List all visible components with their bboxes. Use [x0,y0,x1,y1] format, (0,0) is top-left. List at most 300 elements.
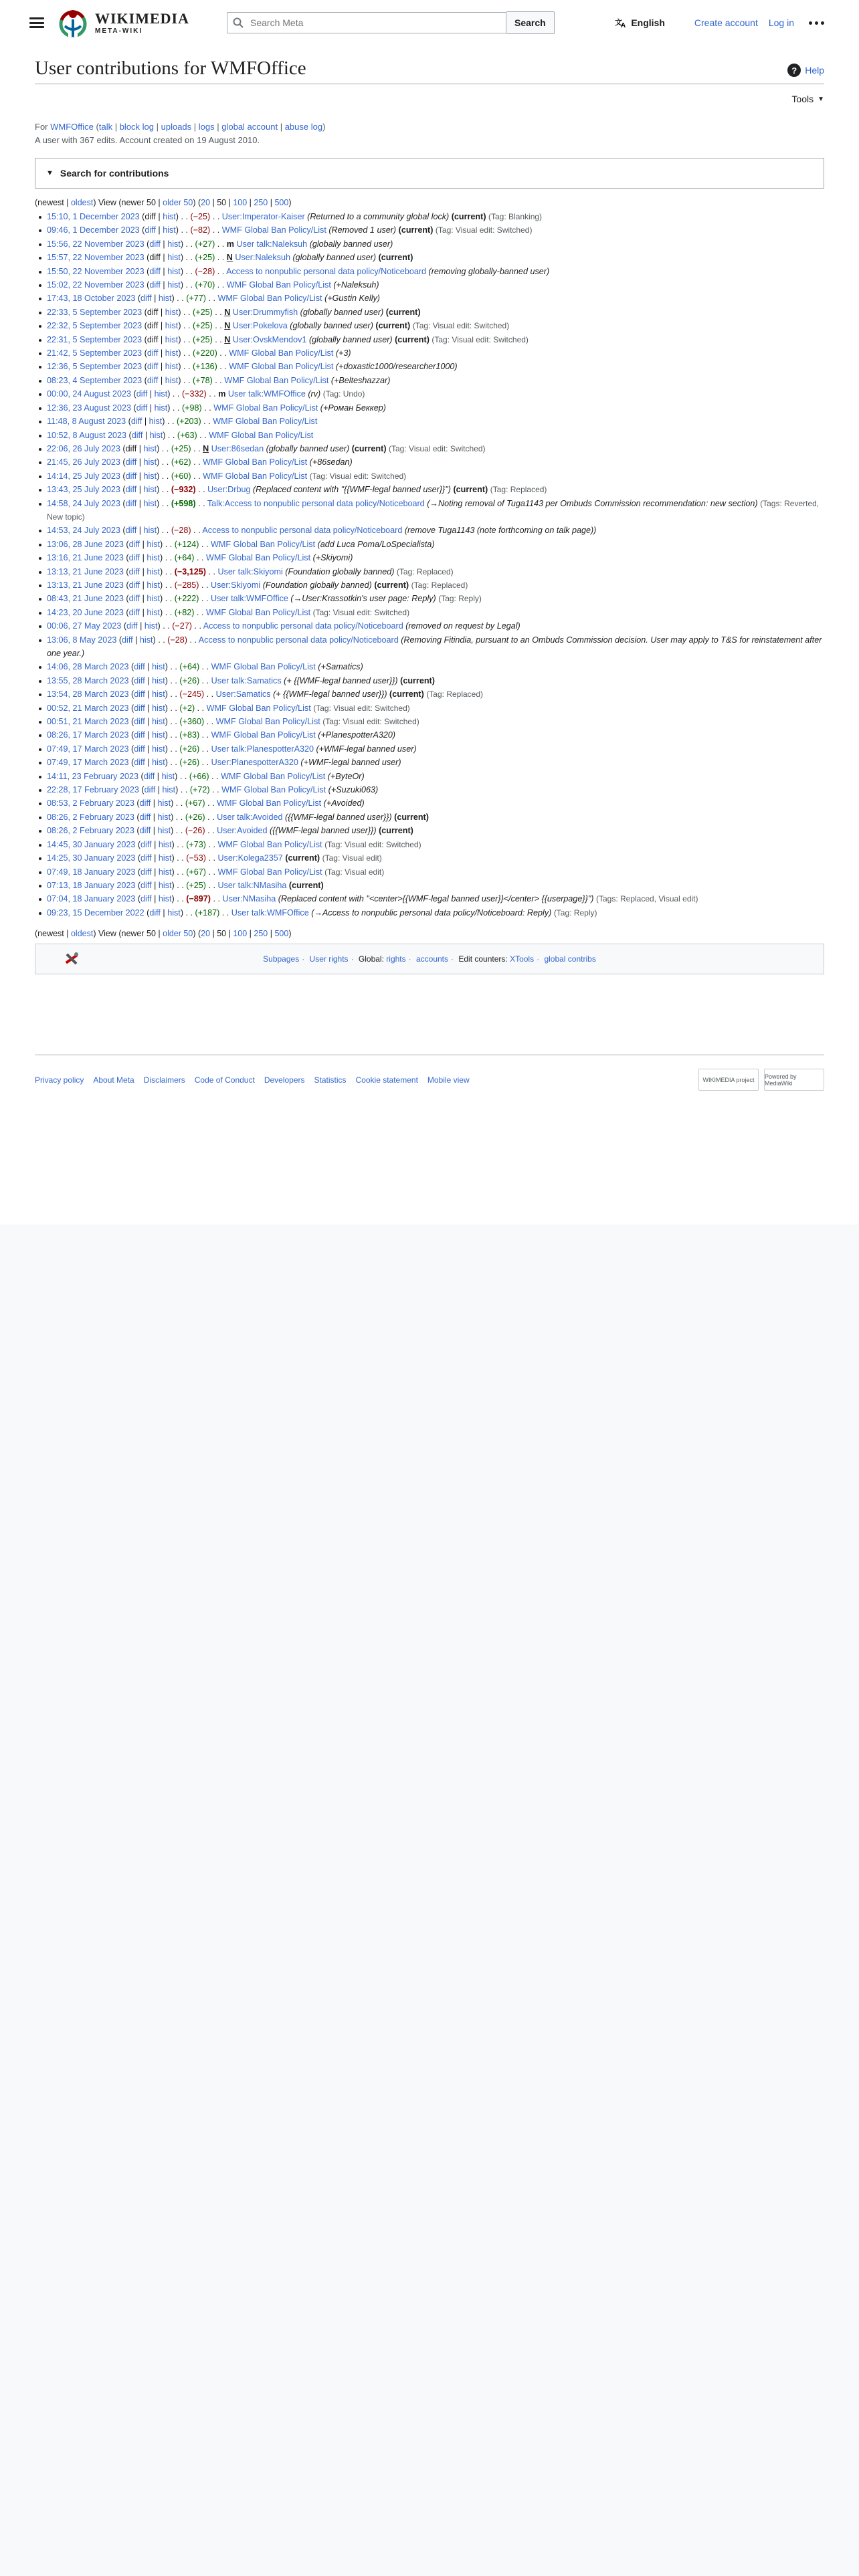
search-input[interactable] [249,17,500,29]
diff-link[interactable]: diff [125,457,137,467]
older-link[interactable]: older 50 [163,198,193,207]
page-link[interactable]: User:86sedan [211,443,264,453]
edit-summary: (Removed 1 user) [328,225,397,235]
page-link[interactable]: WMF Global Ban Policy/List [221,225,326,235]
diff-link[interactable]: diff [125,485,137,495]
edit-summary: (Foundation globally banned) [285,566,395,576]
diff-link[interactable]: diff [134,703,145,713]
diff-label: diff [149,253,161,263]
diff-link[interactable]: diff [134,717,145,727]
contribution-item: 08:53, 2 February 2023 (diff | hist) . . (+67) . . WMF Global Ban Policy/List (+Avoided) [39,796,824,810]
user-tool-link[interactable]: uploads [161,122,192,132]
user-info: A user with 367 edits. Account created on 19 August 2010. [35,135,260,145]
contribution-item: 13:13, 21 June 2023 (diff | hist) . . (−3,125) . . User talk:Skiyomi (Foundation globally banned) (Tag: Replaced) [39,565,824,578]
contribution-timestamp[interactable]: 13:13, 21 June 2023 [47,566,124,576]
current-label: (current) [374,580,409,590]
edit-summary: (→Access to nonpublic personal data policy/Noticeboard: Reply) [311,907,552,918]
contribution-item: 07:49, 17 March 2023 (diff | hist) . . (+26) . . User:PlanespotterA320 (+WMF-legal banned user) [39,756,824,769]
size-change: (+64) [179,662,200,672]
user-tool-link[interactable]: block log [119,122,155,132]
diff-link[interactable]: diff [147,362,159,372]
contribution-timestamp[interactable]: 00:52, 21 March 2023 [47,703,129,713]
page-link[interactable]: User:OvskMendov1 [232,334,307,344]
page-link[interactable]: User talk:PlanespotterA320 [211,744,314,754]
hist-link[interactable]: hist [149,430,163,440]
footer-link[interactable]: Disclaimers [143,1075,185,1085]
hist-link[interactable]: hist [147,539,161,549]
hist-link[interactable]: hist [143,526,157,536]
contribution-timestamp[interactable]: 14:11, 23 February 2023 [47,771,138,781]
contribution-timestamp[interactable]: 13:43, 25 July 2023 [47,485,120,495]
diff-link[interactable]: diff [134,675,145,685]
footer-link[interactable]: Statistics [314,1075,347,1085]
hist-link[interactable]: hist [165,348,179,358]
diff-link[interactable]: diff [128,566,140,576]
diff-link[interactable]: diff [128,553,140,563]
page-link[interactable]: WMF Global Ban Policy/List [217,798,322,809]
contribution-timestamp[interactable]: 07:49, 17 March 2023 [47,758,129,768]
hist-link[interactable]: hist [152,717,165,727]
edit-summary: (Returned to a community global lock) [307,212,450,221]
size-change: (+67) [186,867,206,877]
diff-link[interactable]: diff [140,294,152,304]
limit-option[interactable]: 500 [274,198,289,207]
hist-link[interactable]: hist [154,389,168,399]
page-link[interactable]: WMF Global Ban Policy/List [206,607,311,617]
contribution-timestamp[interactable]: 15:57, 22 November 2023 [47,253,145,263]
hist-link[interactable]: hist [167,239,181,249]
contribution-timestamp[interactable]: 12:36, 5 September 2023 [47,362,142,372]
contribution-item: 13:54, 28 March 2023 (diff | hist) . . (−245) . . User:Samatics (+ {{WMF-legal banned user}}) (current) (Tag: Replaced) [39,687,824,701]
current-label: (current) [389,689,424,700]
global-contribs-link[interactable]: global contribs [544,954,596,964]
contribution-timestamp[interactable]: 21:45, 26 July 2023 [47,457,120,467]
accounts-link[interactable]: accounts [415,954,448,964]
edit-tags: (Tag: Visual edit: Switched) [312,607,410,617]
diff-link[interactable]: diff [130,417,142,427]
contribution-timestamp[interactable]: 22:28, 17 February 2023 [47,785,139,795]
subpages-link[interactable]: Subpages [263,954,300,964]
diff-link[interactable]: diff [134,689,145,700]
page-link[interactable]: User:PlanespotterA320 [211,758,298,768]
diff-link[interactable]: diff [128,539,140,549]
tools-menu[interactable] [791,94,824,104]
page-link[interactable]: WMF Global Ban Policy/List [224,375,329,385]
diff-link[interactable]: diff [140,839,152,849]
limit-option[interactable]: 20 [201,198,211,207]
contribution-item: 08:26, 2 February 2023 (diff | hist) . . (+26) . . User talk:Avoided ({{WMF-legal banned user}}) (current) [39,811,824,824]
global-rights-link[interactable]: rights [386,954,406,964]
contribution-timestamp[interactable]: 08:43, 21 June 2023 [47,594,124,604]
hist-link[interactable]: hist [147,580,161,590]
contribution-timestamp[interactable]: 13:06, 8 May 2023 [47,635,117,645]
diff-link[interactable]: diff [125,471,137,481]
hist-link[interactable]: hist [147,566,161,576]
user-rights-link[interactable]: User rights [309,954,349,964]
page-link[interactable]: User:Skiyomi [211,580,261,590]
edit-summary: ({{WMF-legal banned user}}) [285,812,392,822]
diff-link[interactable]: diff [136,389,148,399]
page-link[interactable]: WMF Global Ban Policy/List [217,294,322,304]
hist-link[interactable]: hist [165,307,179,317]
limit-option[interactable]: 500 [274,929,289,939]
diff-link[interactable]: diff [147,348,159,358]
contribution-timestamp[interactable]: 09:46, 1 December 2023 [47,225,140,235]
help-link[interactable] [787,64,824,77]
contribution-timestamp[interactable]: 07:13, 18 January 2023 [47,880,136,890]
hist-link[interactable]: hist [158,839,172,849]
hist-link[interactable]: hist [152,675,165,685]
edit-summary: (→User:Krassotkin's user page: Reply) [290,594,436,604]
contribution-timestamp[interactable]: 15:02, 22 November 2023 [47,280,145,290]
diff-link[interactable]: diff [128,607,140,617]
contributions-footer: Subpages · User rights · Global: rights · accounts · Edit counters: XTools · global contribs [35,944,824,974]
page-link[interactable]: WMF Global Ban Policy/List [206,553,311,563]
contribution-timestamp[interactable]: 21:42, 5 September 2023 [47,348,142,358]
search-contributions-toggle[interactable] [35,158,824,189]
footer-link[interactable]: Privacy policy [35,1075,84,1085]
limit-option[interactable]: 250 [254,929,268,939]
diff-link[interactable]: diff [140,853,152,863]
edit-summary: ({{WMF-legal banned user}}) [269,826,377,836]
hist-link[interactable]: hist [158,880,172,890]
diff-link[interactable]: diff [149,280,161,290]
diff-link[interactable]: diff [134,758,145,768]
powered-by-mediawiki-badge[interactable]: Powered by MediaWiki [764,1069,824,1091]
hist-link[interactable]: hist [162,785,176,795]
main-menu-icon[interactable] [29,17,44,28]
diff-link[interactable]: diff [143,771,155,781]
page-link[interactable]: WMF Global Ban Policy/List [206,703,311,713]
size-change: (+67) [185,798,205,809]
diff-link[interactable]: diff [134,730,145,740]
hist-link[interactable]: hist [147,594,161,604]
search-contributions-label: Search for contributions [60,168,169,179]
page-link[interactable]: WMF Global Ban Policy/List [229,348,334,358]
contribution-timestamp[interactable]: 13:13, 21 June 2023 [47,580,124,590]
page-link[interactable]: WMF Global Ban Policy/List [226,280,331,290]
contribution-timestamp[interactable]: 07:49, 17 March 2023 [47,744,129,754]
limit-option[interactable]: 20 [201,929,211,939]
create-account-link[interactable]: Create account [694,17,758,28]
user-link[interactable]: WMFOffice [50,122,94,132]
page-link[interactable]: WMF Global Ban Policy/List [229,362,334,372]
oldest-link[interactable]: oldest [70,198,94,207]
page-link[interactable]: WMF Global Ban Policy/List [213,403,318,413]
hist-link[interactable]: hist [167,266,181,276]
page-link[interactable]: User:Pokelova [232,321,288,331]
page-link[interactable]: Talk:Access to nonpublic personal data policy/Noticeboard [207,498,425,508]
page-link[interactable]: Access to nonpublic personal data policy/Noticeboard [202,526,403,536]
page-link[interactable]: Access to nonpublic personal data policy/Noticeboard [198,635,399,645]
hist-link[interactable]: hist [154,403,168,413]
contribution-timestamp[interactable]: 13:16, 21 June 2023 [47,553,124,563]
limit-option[interactable]: 250 [254,198,268,207]
contribution-timestamp[interactable]: 00:51, 21 March 2023 [47,717,129,727]
hist-link[interactable]: hist [143,498,157,508]
edit-summary: (Removing Fitindia, pursuant to an Ombuds Commission decision. User may apply to T&S for reinstatement after one year.) [47,635,822,658]
page-link[interactable]: User:Avoided [217,826,268,836]
contribution-timestamp[interactable]: 22:33, 5 September 2023 [47,307,142,317]
help-label[interactable]: Help [805,65,824,76]
contribution-timestamp[interactable]: 08:23, 4 September 2023 [47,375,142,385]
contribution-item: 13:55, 28 March 2023 (diff | hist) . . (+26) . . User talk:Samatics (+ {{WMF-legal banned user}}) (current) [39,674,824,687]
page-link[interactable]: Access to nonpublic personal data policy/Noticeboard [203,621,403,631]
contribution-timestamp[interactable]: 08:26, 17 March 2023 [47,730,129,740]
diff-link[interactable]: diff [128,594,140,604]
hist-link[interactable]: hist [163,212,176,221]
hist-link[interactable]: hist [158,867,172,877]
edit-summary: (+Роман Беккер) [320,403,386,413]
contribution-timestamp[interactable]: 15:10, 1 December 2023 [47,212,140,221]
diff-link[interactable]: diff [139,812,151,822]
hist-link[interactable]: hist [149,417,163,427]
contribution-timestamp[interactable]: 22:06, 26 July 2023 [47,443,120,453]
diff-link[interactable]: diff [125,498,137,508]
diff-link[interactable]: diff [140,880,152,890]
hist-link[interactable]: hist [144,621,158,631]
contribution-timestamp[interactable]: 22:31, 5 September 2023 [47,334,142,344]
page-link[interactable]: User:Kolega2357 [217,853,283,863]
page-link[interactable]: User talk:Naleksuh [236,239,308,249]
page-link[interactable]: User:Samatics [215,689,271,700]
wikimedia-project-badge[interactable]: WIKIMEDIA project [698,1069,759,1091]
contribution-timestamp[interactable]: 13:06, 28 June 2023 [47,539,124,549]
edit-summary: (+doxastic1000/researcher1000) [335,362,458,372]
hist-link[interactable]: hist [161,771,175,781]
hist-link[interactable]: hist [158,294,172,304]
diff-link[interactable]: diff [122,635,133,645]
footer-link[interactable]: About Meta [93,1075,134,1085]
contribution-timestamp[interactable]: 09:23, 15 December 2022 [47,907,145,918]
site-logo[interactable] [56,6,189,39]
contribution-timestamp[interactable]: 13:55, 28 March 2023 [47,675,129,685]
hist-link[interactable]: hist [165,362,179,372]
contribution-item: 14:06, 28 March 2023 (diff | hist) . . (+64) . . WMF Global Ban Policy/List (+Samatics) [39,660,824,673]
diff-link[interactable]: diff [128,580,140,590]
contribution-item: 15:56, 22 November 2023 (diff | hist) . . (+27) . . m User talk:Naleksuh (globally banned user) [39,237,824,251]
page-link[interactable]: User:Naleksuh [235,253,290,263]
edit-summary: (→Noting removal of Tuga1143 per Ombuds Commission recommendation: new section) [427,498,758,508]
wikimedia-logo-icon [56,6,90,39]
hist-link[interactable]: hist [143,457,157,467]
language-selector[interactable] [615,17,665,28]
hist-link[interactable]: hist [157,812,171,822]
diff-link[interactable]: diff [134,662,145,672]
hist-link[interactable]: hist [158,853,172,863]
page-link[interactable]: User:Drummyfish [232,307,298,317]
contribution-timestamp[interactable]: 14:25, 30 January 2023 [47,853,136,863]
edit-tags: (Tag: Visual edit: Switched) [435,225,533,235]
edit-summary: (removing globally-banned user) [428,266,550,276]
contribution-timestamp[interactable]: 17:43, 18 October 2023 [47,294,136,304]
contribution-item: 07:04, 18 January 2023 (diff | hist) . . (−897) . . User:NMasiha (Replaced content with "<center>{{WMF-legal banned user}}</center> {{userpage}}") (Tags: Replaced, Visual edit) [39,892,824,905]
edit-summary: (+PlanespotterA320) [318,730,396,740]
page-link[interactable]: User talk:WMFOffice [211,594,288,604]
more-options-icon[interactable] [809,21,824,25]
user-tool-link[interactable]: talk [98,122,113,132]
edit-summary: (removed on request by Legal) [405,621,520,631]
diff-link[interactable]: diff [125,526,137,536]
footer-link[interactable]: Cookie statement [355,1075,418,1085]
size-change: (+25) [193,321,213,331]
contribution-timestamp[interactable]: 08:53, 2 February 2023 [47,798,134,809]
footer-link[interactable]: Code of Conduct [194,1075,255,1085]
log-in-link[interactable]: Log in [768,17,794,28]
logo-title: WIKIMEDIA [95,9,190,27]
contribution-timestamp[interactable]: 12:36, 23 August 2023 [47,403,132,413]
page-link[interactable]: User talk:NMasiha [217,880,287,890]
edit-summary: (rv) [308,389,321,399]
hist-link[interactable]: hist [152,758,165,768]
page-link[interactable]: User talk:Avoided [217,812,283,822]
contribution-timestamp[interactable]: 14:53, 24 July 2023 [47,526,120,536]
hist-link[interactable]: hist [165,321,179,331]
hist-link[interactable]: hist [157,798,171,809]
page-link[interactable]: User talk:WMFOffice [231,907,309,918]
page-link[interactable]: User:Drbug [207,485,251,495]
page-link[interactable]: Access to nonpublic personal data policy/Noticeboard [226,266,427,276]
diff-link[interactable]: diff [145,225,156,235]
contribution-timestamp[interactable]: 00:06, 27 May 2023 [47,621,122,631]
contribution-timestamp[interactable]: 15:56, 22 November 2023 [47,239,145,249]
page-link[interactable]: WMF Global Ban Policy/List [221,785,326,795]
page-link[interactable]: WMF Global Ban Policy/List [217,839,322,849]
tools-icon [62,950,81,968]
contribution-item: 08:43, 21 June 2023 (diff | hist) . . (+222) . . User talk:WMFOffice (→User:Krassotkin's user page: Reply) (Tag: Reply) [39,592,824,605]
hist-link[interactable]: hist [157,826,171,836]
hist-link[interactable]: hist [147,553,161,563]
size-change: (+26) [179,744,200,754]
limit-option[interactable]: 100 [233,929,248,939]
contribution-timestamp[interactable]: 08:26, 2 February 2023 [47,826,134,836]
hist-link[interactable]: hist [163,225,176,235]
contribution-timestamp[interactable]: 11:48, 8 August 2023 [47,417,126,427]
hist-link[interactable]: hist [152,744,165,754]
hist-link[interactable]: hist [147,607,161,617]
diff-link[interactable]: diff [126,621,138,631]
contribution-item: 11:48, 8 August 2023 (diff | hist) . . (+203) . . WMF Global Ban Policy/List [39,415,824,428]
size-change: (+62) [171,457,191,467]
diff-link[interactable]: diff [147,375,159,385]
page-link[interactable]: WMF Global Ban Policy/List [209,430,314,440]
contribution-timestamp[interactable]: 14:58, 24 July 2023 [47,498,120,508]
contribution-item: 14:11, 23 February 2023 (diff | hist) . . (+66) . . WMF Global Ban Policy/List (+ByteOr) [39,770,824,783]
user-tool-link[interactable]: abuse log [284,122,323,132]
page-link[interactable]: WMF Global Ban Policy/List [211,730,316,740]
contribution-item: 12:36, 5 September 2023 (diff | hist) . . (+136) . . WMF Global Ban Policy/List (+doxastic1000/researcher1000) [39,360,824,373]
page-link[interactable]: User talk:WMFOffice [227,389,306,399]
page-link[interactable]: WMF Global Ban Policy/List [211,539,316,549]
page-link[interactable]: User:NMasiha [222,894,276,904]
diff-link[interactable]: diff [149,907,161,918]
hist-link[interactable]: hist [167,280,181,290]
diff-link[interactable]: diff [144,785,156,795]
size-change: (+73) [186,839,206,849]
diff-link[interactable]: diff [139,798,151,809]
size-change: (+26) [179,758,200,768]
diff-link[interactable]: diff [131,430,143,440]
hist-link[interactable]: hist [167,253,181,263]
edit-tags: (Tag: Replaced) [396,566,454,576]
user-tool-link[interactable]: global account [221,122,278,132]
size-change: (+70) [195,280,215,290]
older-link[interactable]: older 50 [163,929,193,939]
edit-tags: (Tag: Visual edit: Switched) [322,717,419,727]
hist-link[interactable]: hist [165,375,179,385]
oldest-link[interactable]: oldest [70,929,94,939]
footer-link[interactable]: Developers [264,1075,305,1085]
diff-link[interactable]: diff [140,894,152,904]
contribution-timestamp[interactable]: 14:45, 30 January 2023 [47,839,136,849]
hist-link[interactable]: hist [139,635,153,645]
for-prefix: For [35,122,48,132]
page-link[interactable]: WMF Global Ban Policy/List [213,417,318,427]
hist-link[interactable]: hist [152,703,165,713]
diff-link[interactable]: diff [140,867,152,877]
contribution-timestamp[interactable]: 14:06, 28 March 2023 [47,662,129,672]
contribution-timestamp[interactable]: 10:52, 8 August 2023 [47,430,127,440]
contribution-timestamp[interactable]: 07:49, 18 January 2023 [47,867,136,877]
page-link[interactable]: User:Imperator-Kaiser [221,212,305,221]
page-link[interactable]: WMF Global Ban Policy/List [203,457,308,467]
edit-summary: (+Belteshazzar) [330,375,391,385]
hist-link[interactable]: hist [152,689,165,700]
footer-link[interactable]: Mobile view [427,1075,470,1085]
contribution-timestamp[interactable]: 00:00, 24 August 2023 [47,389,132,399]
size-change: (+203) [176,417,201,427]
contribution-timestamp[interactable]: 13:54, 28 March 2023 [47,689,129,700]
current-label: (current) [400,675,435,685]
page-link[interactable]: WMF Global Ban Policy/List [211,662,316,672]
contribution-timestamp[interactable]: 08:26, 2 February 2023 [47,812,134,822]
diff-link[interactable]: diff [139,826,151,836]
limit-option[interactable]: 100 [233,198,248,207]
page-link[interactable]: User talk:Samatics [211,675,282,685]
page-link[interactable]: WMF Global Ban Policy/List [217,867,322,877]
hist-link[interactable]: hist [143,471,157,481]
diff-link[interactable]: diff [149,239,161,249]
page-link[interactable]: WMF Global Ban Policy/List [203,471,308,481]
hist-link[interactable]: hist [158,894,172,904]
hist-link[interactable]: hist [152,662,165,672]
hist-link[interactable]: hist [167,907,181,918]
edit-summary: (+Samatics) [318,662,363,672]
hist-link[interactable]: hist [143,485,157,495]
edit-summary: (+Suzuki063) [328,785,379,795]
hist-link[interactable]: hist [143,443,157,453]
contribution-timestamp[interactable]: 07:04, 18 January 2023 [47,894,136,904]
diff-link[interactable]: diff [134,744,145,754]
contribution-timestamp[interactable]: 14:23, 20 June 2023 [47,607,124,617]
xtools-link[interactable]: XTools [510,954,535,964]
diff-link[interactable]: diff [136,403,148,413]
contribution-timestamp[interactable]: 22:32, 5 September 2023 [47,321,142,331]
page-link[interactable]: WMF Global Ban Policy/List [215,717,320,727]
size-change: (+124) [174,539,199,549]
contribution-timestamp[interactable]: 15:50, 22 November 2023 [47,266,145,276]
diff-link[interactable]: diff [149,266,161,276]
language-label: English [631,17,665,28]
page-link[interactable]: User talk:Skiyomi [217,566,283,576]
page-link[interactable]: WMF Global Ban Policy/List [221,771,326,781]
user-tool-link[interactable]: logs [198,122,215,132]
contribution-timestamp[interactable]: 14:14, 25 July 2023 [47,471,120,481]
size-change: (+25) [195,253,215,263]
search-button[interactable]: Search [506,11,555,34]
hist-link[interactable]: hist [152,730,165,740]
hist-link[interactable]: hist [165,334,179,344]
